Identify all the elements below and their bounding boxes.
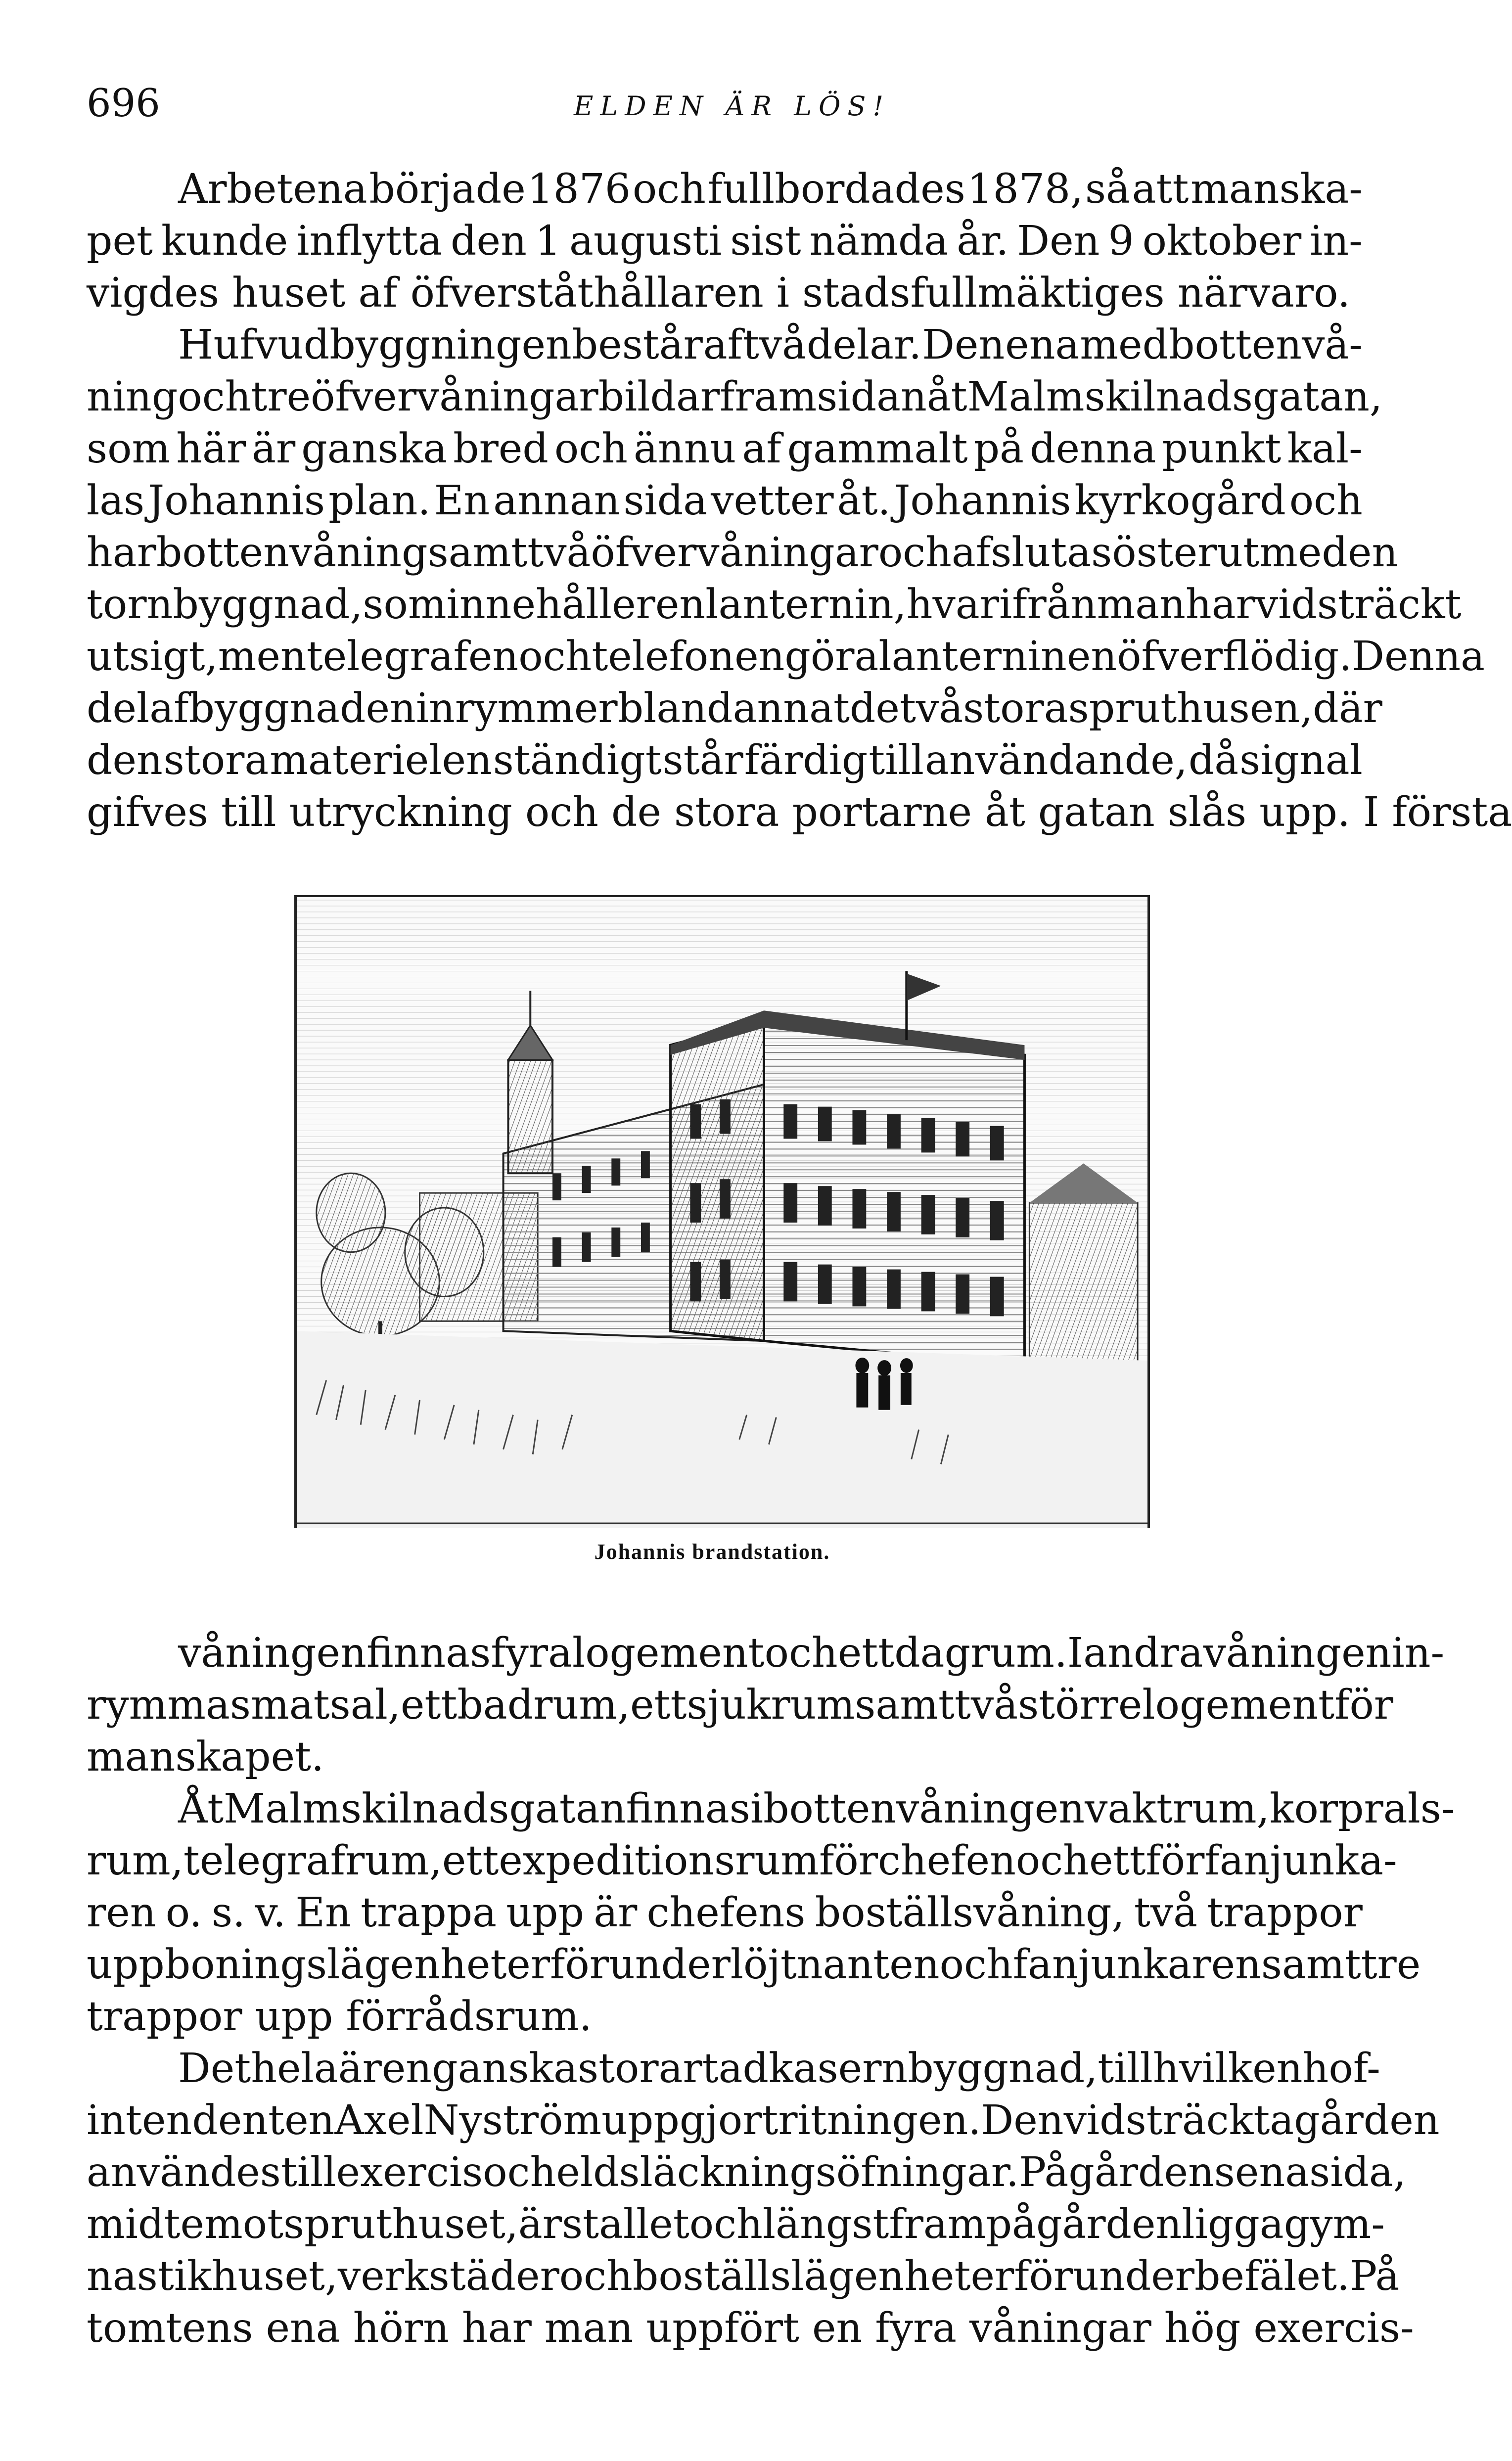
word: Hufvudbyggningen: [178, 321, 572, 368]
word: är: [518, 2201, 562, 2248]
word: matsal,: [251, 1682, 401, 1729]
word: hög: [1164, 2305, 1241, 2352]
word: sjukrum: [687, 1682, 855, 1729]
word: för: [819, 1837, 878, 1884]
word: 1876: [527, 166, 631, 213]
text-line: [87, 631, 1485, 683]
word: öfverflödig.: [1117, 633, 1352, 680]
text-line: [87, 1731, 1363, 1783]
word: förrådsrum.: [346, 1993, 592, 2040]
building-engraving: [297, 897, 1147, 1528]
word: tre: [1361, 1941, 1421, 1988]
word: en: [812, 2305, 863, 2352]
word: afslutas: [951, 529, 1112, 576]
word: huset: [232, 270, 346, 317]
word: lanternin,: [705, 581, 907, 628]
word: gården: [1294, 2097, 1440, 2144]
word: den: [87, 737, 163, 784]
word: finnas: [366, 1630, 491, 1677]
word: med: [1080, 321, 1169, 368]
word: och: [518, 633, 592, 680]
word: öfvervåningar: [311, 373, 598, 420]
word: ning: [87, 373, 178, 420]
word: gammalt: [787, 425, 968, 472]
word: verkstäder: [337, 2253, 559, 2300]
word: telegrafen: [306, 633, 519, 680]
word: telefonen: [592, 633, 785, 680]
word: las: [87, 477, 145, 524]
text-block-bottom: [87, 1627, 1455, 2354]
word: exercis-: [1253, 2305, 1414, 2352]
word: rymmas: [87, 1682, 251, 1729]
word: ena: [266, 2305, 340, 2352]
word: stora: [963, 685, 1068, 732]
word: signal: [1239, 737, 1363, 784]
paragraph: [87, 163, 1363, 319]
word: af: [703, 321, 742, 368]
page-number: 696: [87, 81, 160, 126]
word: åt: [984, 789, 1025, 836]
text-line: [87, 1679, 1394, 1731]
word: ren: [87, 1889, 156, 1936]
word: och: [764, 1630, 838, 1677]
word: gården: [1036, 2201, 1182, 2248]
word: utryckning: [289, 789, 512, 836]
word: I: [1363, 789, 1379, 836]
word: med: [1259, 529, 1348, 576]
word: ena: [1005, 321, 1080, 368]
word: bred: [453, 425, 549, 472]
word: Johannis: [894, 477, 1071, 524]
word: upp: [255, 1993, 333, 2040]
text-line: [87, 215, 1363, 267]
text-line: [87, 371, 1383, 423]
word: upp.: [1259, 789, 1350, 836]
word: användande,: [924, 737, 1188, 784]
word: plan.: [328, 477, 431, 524]
word: två: [742, 321, 807, 368]
word: På: [1019, 2149, 1069, 2196]
text-line: [87, 319, 1363, 371]
word: portarne: [792, 789, 972, 836]
word: vigdes: [87, 270, 220, 317]
word: de: [849, 685, 900, 732]
word: och: [178, 373, 251, 420]
word: ett: [630, 1682, 687, 1729]
word: två: [954, 1682, 1018, 1729]
figure-caption: Johannis brandstation.: [594, 1540, 830, 1564]
word: fullbordades: [707, 166, 965, 213]
word: för: [1014, 2253, 1073, 2300]
word: de: [611, 789, 662, 836]
word: slås: [1167, 789, 1247, 836]
word: ena: [1235, 2149, 1310, 2196]
word: delar.: [806, 321, 922, 368]
word: augusti: [569, 218, 722, 265]
word: samt: [1261, 1941, 1361, 1988]
text-line: [87, 734, 1363, 786]
word: två: [527, 529, 591, 576]
word: samt: [427, 529, 528, 576]
word: s.: [211, 1889, 246, 1936]
word: på: [986, 2201, 1036, 2248]
word: en: [655, 581, 706, 628]
word: och: [878, 529, 952, 576]
running-head: ELDEN ÄR LÖS!: [574, 91, 891, 122]
word: materielen: [270, 737, 492, 784]
word: denna: [1030, 425, 1156, 472]
word: nastikhuset,: [87, 2253, 338, 2300]
word: fanjunkaren: [1012, 1941, 1261, 1988]
word: hörn: [353, 2305, 449, 2352]
word: större: [1018, 1682, 1143, 1729]
word: då: [1188, 737, 1239, 784]
word: två: [1134, 1889, 1198, 1936]
text-line: [87, 1783, 1455, 1835]
word: våningen: [1203, 1630, 1392, 1677]
word: trappa: [361, 1889, 497, 1936]
word: badrum,: [457, 1682, 631, 1729]
word: af: [149, 685, 189, 732]
word: och: [1289, 477, 1363, 524]
text-line: [87, 423, 1363, 475]
word: gatan: [1038, 789, 1155, 836]
word: Malmskilnadsgatan: [224, 1785, 626, 1832]
word: underlöjtnanten: [608, 1941, 940, 1988]
word: samt: [855, 1682, 955, 1729]
word: o.: [165, 1889, 202, 1936]
word: upp: [506, 1889, 584, 1936]
word: upp: [87, 1941, 165, 1988]
word: bland: [617, 685, 733, 732]
word: och: [483, 2149, 556, 2196]
word: manskapet.: [87, 1733, 324, 1780]
word: underbefälet.: [1073, 2253, 1350, 2300]
paragraph: [87, 1783, 1455, 2043]
word: och: [554, 425, 628, 472]
word: kyrkogård: [1074, 477, 1286, 524]
word: lanterninen: [878, 633, 1117, 680]
word: Åt: [178, 1785, 224, 1832]
word: hvilken: [1152, 2045, 1303, 2092]
word: spruthuset,: [283, 2201, 518, 2248]
word: fanjunka-: [1204, 1837, 1397, 1884]
word: till: [221, 789, 276, 836]
word: pet: [87, 218, 153, 265]
word: ständigt: [493, 737, 662, 784]
word: och: [632, 166, 706, 213]
word: utsigt,: [87, 633, 218, 680]
word: innehåller: [446, 581, 655, 628]
engraving-illustration: [294, 895, 1150, 1528]
word: ett: [1089, 1837, 1146, 1884]
word: där: [1313, 685, 1382, 732]
text-line: [87, 1939, 1421, 1991]
word: 1: [535, 218, 561, 265]
word: midt: [87, 2201, 181, 2248]
word: Den: [922, 321, 1005, 368]
word: åt.: [837, 477, 891, 524]
word: tre: [251, 373, 311, 420]
word: och: [559, 2253, 633, 2300]
word: kasernbyggnad,: [769, 2045, 1098, 2092]
word: logement: [1142, 1682, 1335, 1729]
word: våningar: [969, 2305, 1151, 2352]
word: telegrafrum,: [183, 1837, 442, 1884]
word: en: [381, 2045, 432, 2092]
text-block-top: [87, 163, 1512, 838]
word: och: [939, 1941, 1013, 1988]
word: Axel: [334, 2097, 424, 2144]
word: så: [1085, 166, 1130, 213]
word: öster: [1112, 529, 1217, 576]
word: sist: [730, 218, 801, 265]
word: i: [750, 1785, 764, 1832]
word: Det: [178, 2045, 251, 2092]
word: och: [1015, 1837, 1089, 1884]
word: fram: [889, 2201, 986, 2248]
word: bottenvå-: [1168, 321, 1363, 368]
word: andra: [1083, 1630, 1203, 1677]
word: En: [434, 477, 490, 524]
word: åt: [926, 373, 967, 420]
word: exercis: [336, 2149, 483, 2196]
text-line: [87, 267, 1363, 319]
word: Den: [981, 2097, 1064, 2144]
word: här: [176, 425, 246, 472]
word: Nyström: [423, 2097, 602, 2144]
word: chefen: [877, 1837, 1016, 1884]
word: första: [1392, 789, 1512, 836]
word: våningen: [178, 1630, 367, 1677]
word: en: [1347, 529, 1398, 576]
text-line: [87, 1835, 1397, 1887]
text-line: [87, 683, 1382, 734]
text-line: [87, 2095, 1440, 2146]
word: korprals-: [1269, 1785, 1455, 1832]
text-line: [87, 1991, 1363, 2043]
word: användes: [87, 2149, 281, 2196]
word: boställslägenheter: [632, 2253, 1014, 2300]
paragraph: [87, 2043, 1440, 2354]
word: Malmskilnadsgatan,: [967, 373, 1383, 420]
text-line: [87, 579, 1462, 631]
word: gårdens: [1068, 2149, 1235, 2196]
word: boställsvåning,: [815, 1889, 1125, 1936]
word: kal-: [1287, 425, 1363, 472]
word: har: [87, 529, 156, 576]
word: tornbyggnad,: [87, 581, 363, 628]
word: sida: [623, 477, 708, 524]
word: finnas: [626, 1785, 750, 1832]
word: trappor: [1207, 1889, 1363, 1936]
word: står: [662, 737, 743, 784]
text-line: [87, 527, 1398, 579]
word: in-: [1310, 218, 1363, 265]
paragraph: [87, 319, 1512, 838]
word: rum,: [87, 1837, 183, 1884]
word: hela: [251, 2045, 338, 2092]
word: i: [776, 270, 790, 317]
word: nämda: [809, 218, 949, 265]
word: annan: [493, 477, 620, 524]
word: bottenvåningen: [763, 1785, 1085, 1832]
word: två: [899, 685, 963, 732]
word: och: [689, 2201, 763, 2248]
word: af: [358, 270, 398, 317]
word: del: [87, 685, 150, 732]
word: sida,: [1309, 2149, 1406, 2196]
word: den: [451, 218, 527, 265]
text-line: [87, 2198, 1385, 2250]
word: stora: [163, 737, 269, 784]
word: ännu: [634, 425, 736, 472]
word: öfverståthållaren: [410, 270, 764, 317]
word: längst: [762, 2201, 889, 2248]
word: började: [369, 166, 526, 213]
word: spruthusen,: [1068, 685, 1313, 732]
word: kunde: [161, 218, 288, 265]
word: som: [363, 581, 447, 628]
word: till: [1098, 2045, 1153, 2092]
word: ett: [837, 1630, 895, 1677]
word: ritningen.: [778, 2097, 981, 2144]
word: dagrum.: [894, 1630, 1067, 1677]
word: ett: [400, 1682, 458, 1729]
word: vetter: [711, 477, 834, 524]
word: 9: [1108, 218, 1134, 265]
word: är: [338, 2045, 382, 2092]
word: framsidan: [720, 373, 927, 420]
word: vidsträckta: [1063, 2097, 1294, 2144]
word: är: [252, 425, 296, 472]
word: ett: [442, 1837, 499, 1884]
word: har: [1185, 581, 1255, 628]
word: uppgjort: [601, 2097, 779, 2144]
word: öfvervåningar: [591, 529, 878, 576]
word: gifves: [87, 789, 208, 836]
word: uppfört: [646, 2305, 799, 2352]
word: logement: [572, 1630, 765, 1677]
paragraph: [87, 1627, 1445, 1783]
word: expeditionsrum: [499, 1837, 819, 1884]
word: in-: [1391, 1630, 1445, 1677]
text-line: [87, 786, 1512, 838]
text-line: [87, 2250, 1400, 2302]
word: har: [461, 2305, 532, 2352]
word: emot: [180, 2201, 284, 2248]
word: eldsläckningsöfningar.: [556, 2149, 1019, 2196]
text-line: [87, 475, 1363, 527]
word: I: [1067, 1630, 1084, 1677]
word: annat: [733, 685, 850, 732]
word: Johannis: [148, 477, 325, 524]
word: byggnaden: [188, 685, 416, 732]
word: bildar: [598, 373, 720, 420]
word: Den: [1017, 218, 1100, 265]
word: stallet: [561, 2201, 689, 2248]
word: På: [1349, 2253, 1400, 2300]
word: boningslägenheter: [164, 1941, 550, 1988]
word: hof-: [1302, 2045, 1380, 2092]
word: chefens: [646, 1889, 806, 1936]
word: bottenvåning: [156, 529, 428, 576]
word: man: [1097, 581, 1186, 628]
word: att: [1132, 166, 1189, 213]
word: består: [572, 321, 703, 368]
word: till: [280, 2149, 336, 2196]
word: gym-: [1283, 2201, 1385, 2248]
text-line: [87, 2302, 1414, 2354]
word: göra: [784, 633, 879, 680]
word: ut: [1217, 529, 1260, 576]
word: oktober: [1142, 218, 1302, 265]
word: man: [544, 2305, 634, 2352]
word: hvarifrån: [906, 581, 1097, 628]
text-line: [87, 1887, 1363, 1939]
word: storartad: [577, 2045, 769, 2092]
word: stora: [674, 789, 779, 836]
word: v.: [255, 1889, 286, 1936]
word: fyra: [491, 1630, 572, 1677]
word: närvaro.: [1177, 270, 1351, 317]
word: som: [87, 425, 171, 472]
word: ganska: [301, 425, 448, 472]
word: intendenten: [87, 2097, 335, 2144]
word: år.: [957, 218, 1009, 265]
word: punkt: [1162, 425, 1282, 472]
text-line: [87, 1627, 1445, 1679]
word: för: [1334, 1682, 1394, 1729]
word: ligga: [1182, 2201, 1284, 2248]
text-line: [87, 2043, 1380, 2095]
word: vaktrum,: [1085, 1785, 1270, 1832]
word: tomtens: [87, 2305, 253, 2352]
word: för: [550, 1941, 609, 1988]
word: af: [742, 425, 781, 472]
word: 1878,: [967, 166, 1084, 213]
word: ganska: [432, 2045, 578, 2092]
word: färdig: [744, 737, 868, 784]
word: Denna: [1352, 633, 1485, 680]
word: trappor: [87, 1993, 242, 2040]
word: fyra: [875, 2305, 957, 2352]
word: inflytta: [296, 218, 443, 265]
word: till: [869, 737, 924, 784]
word: Arbetena: [178, 166, 367, 213]
word: på: [973, 425, 1024, 472]
word: för: [1145, 1837, 1205, 1884]
word: stadsfullmäktiges: [802, 270, 1165, 317]
word: men: [218, 633, 307, 680]
word: manska-: [1191, 166, 1363, 213]
text-line: [87, 2146, 1406, 2198]
word: är: [594, 1889, 638, 1936]
word: och: [525, 789, 598, 836]
word: En: [295, 1889, 351, 1936]
word: vidsträckt: [1255, 581, 1462, 628]
text-line: [87, 163, 1363, 215]
word: inrymmer: [415, 685, 618, 732]
